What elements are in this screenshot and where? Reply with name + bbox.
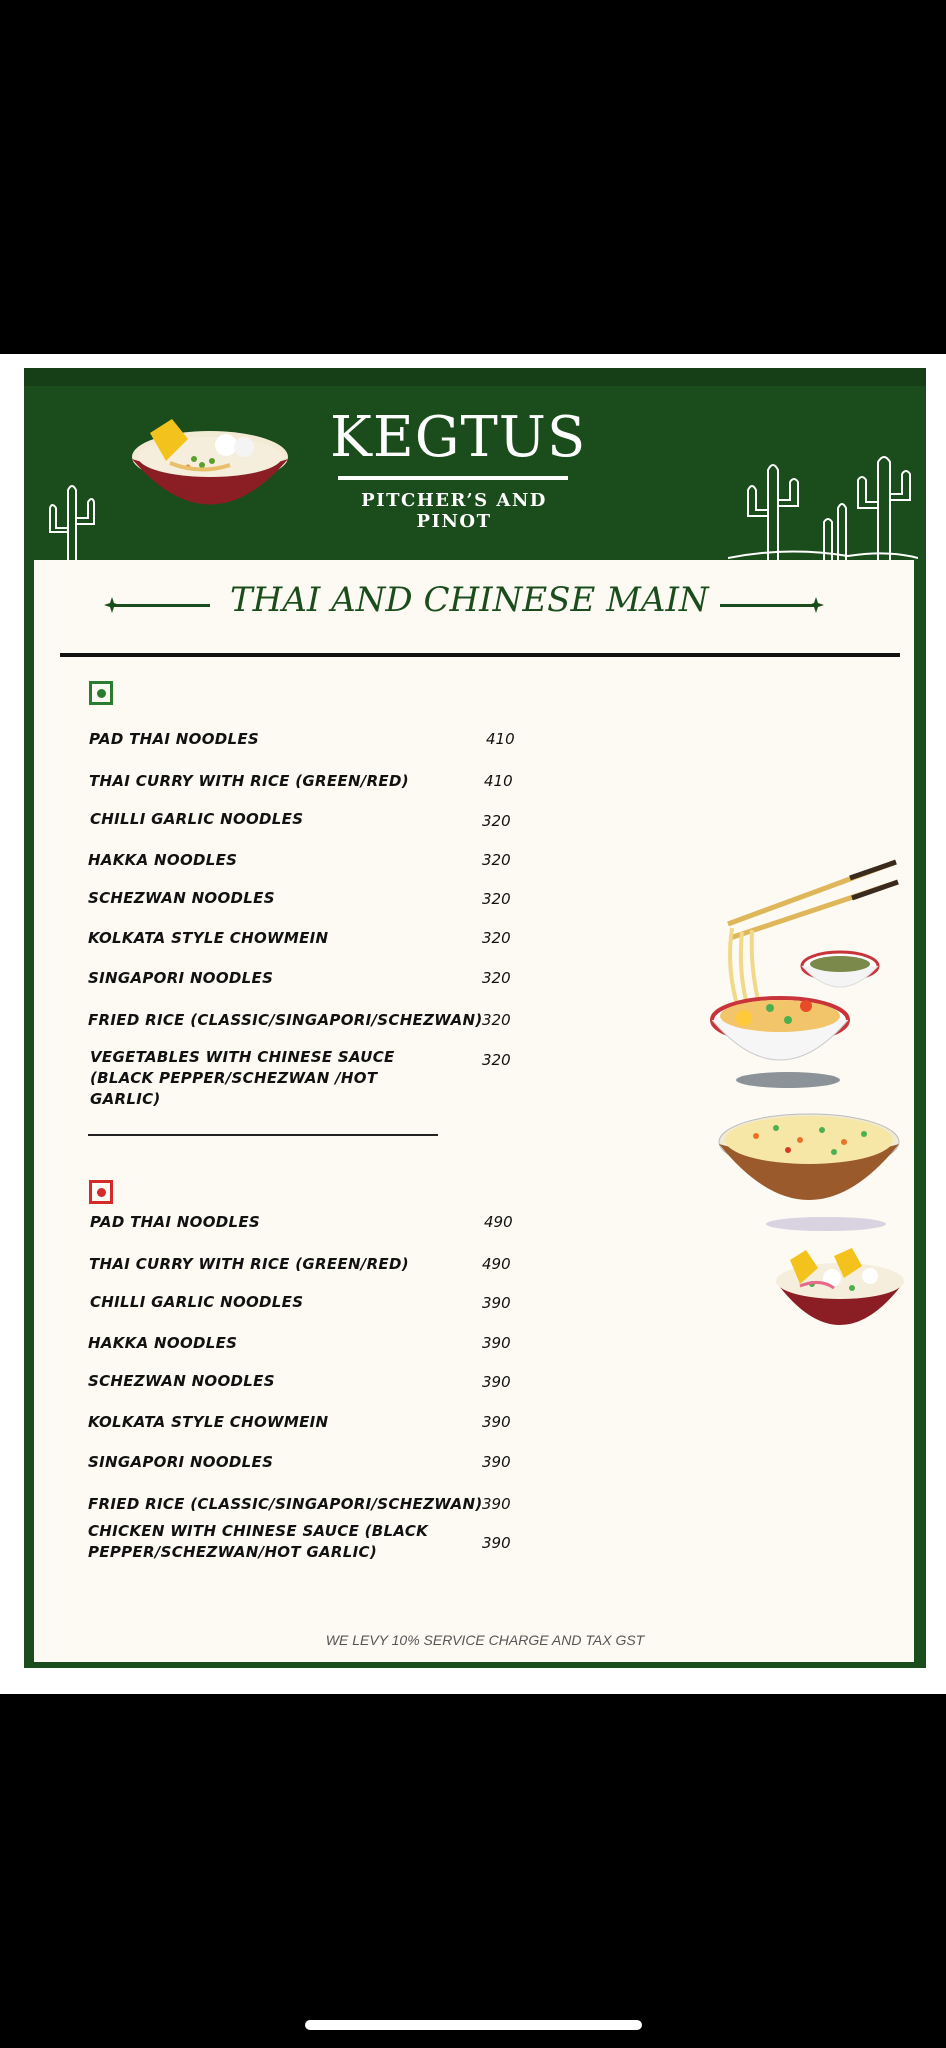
soup-bowl-icon (772, 1248, 908, 1340)
diamond-ornament-icon (808, 597, 824, 613)
menu-item-price: 410 (486, 730, 515, 748)
menu-item-price: 390 (482, 1413, 511, 1431)
cactus-icon (728, 450, 918, 560)
diamond-ornament-icon (104, 597, 120, 613)
menu-item-price: 320 (482, 851, 511, 869)
menu-item-name: FRIED RICE (CLASSIC/SINGAPORI/SCHEZWAN) (88, 1011, 483, 1029)
menu-item-name: CHILLI GARLIC NOODLES (90, 1293, 304, 1311)
menu-item-name: CHICKEN WITH CHINESE SAUCE (BLACK PEPPER/SCHEZWAN/HOT GARLIC) (88, 1522, 429, 1561)
menu-item-name: SCHEZWAN NOODLES (88, 889, 275, 907)
menu-item-price: 390 (482, 1294, 511, 1312)
menu-item-name: THAI CURRY WITH RICE (GREEN/RED) (89, 772, 409, 790)
menu-item-price: 490 (482, 1255, 511, 1273)
fried-rice-bowl-icon (716, 1106, 902, 1232)
cactus-icon (44, 478, 100, 560)
brand-underline (338, 476, 568, 480)
menu-item-name: KOLKATA STYLE CHOWMEIN (88, 1413, 329, 1431)
menu-item-price: 320 (482, 890, 511, 908)
noodle-bowl-icon (690, 858, 906, 1090)
service-charge-note: WE LEVY 10% SERVICE CHARGE AND TAX GST (325, 1632, 645, 1648)
menu-item-name: PAD THAI NOODLES (90, 1213, 261, 1231)
section-title: THAI AND CHINESE MAIN (230, 580, 709, 620)
menu-item-name: THAI CURRY WITH RICE (GREEN/RED) (89, 1255, 409, 1273)
menu-item-name: VEGETABLES WITH CHINESE SAUCE (BLACK PEPPER/SCHEZWAN /HOT GARLIC) (90, 1048, 395, 1108)
menu-item-price: 390 (482, 1334, 511, 1352)
menu-item-name: SCHEZWAN NOODLES (88, 1372, 275, 1390)
menu-item-price: 390 (482, 1534, 511, 1552)
menu-item-name: FRIED RICE (CLASSIC/SINGAPORI/SCHEZWAN) (88, 1495, 483, 1513)
menu-item-price: 490 (484, 1213, 513, 1231)
title-rule-left (112, 604, 210, 607)
title-rule-right (720, 604, 818, 607)
soup-bowl-icon (130, 415, 292, 530)
menu-item-price: 410 (484, 772, 513, 790)
menu-item-name: PAD THAI NOODLES (89, 730, 260, 748)
menu-item-name: HAKKA NOODLES (88, 1334, 238, 1352)
menu-item-name: HAKKA NOODLES (88, 851, 238, 869)
home-indicator[interactable] (305, 2020, 642, 2030)
section-divider (60, 653, 900, 657)
menu-item-name: KOLKATA STYLE CHOWMEIN (88, 929, 329, 947)
veg-nonveg-divider (88, 1134, 438, 1136)
menu-item-price: 390 (482, 1495, 511, 1513)
menu-item-name: SINGAPORI NOODLES (88, 1453, 274, 1471)
menu-item-price: 320 (482, 929, 511, 947)
brand-subtitle: PITCHER’S AND PINOT (361, 490, 547, 532)
menu-item-price: 390 (482, 1453, 511, 1471)
non-veg-indicator-icon (89, 1180, 113, 1204)
menu-item-price: 320 (482, 812, 511, 830)
brand-title: KEGTUS (330, 405, 587, 470)
menu-item-price: 390 (482, 1373, 511, 1391)
veg-indicator-icon (89, 681, 113, 705)
menu-item-price: 320 (482, 969, 511, 987)
menu-item-name: SINGAPORI NOODLES (88, 969, 274, 987)
menu-item-price: 320 (482, 1011, 511, 1029)
menu-item-name: CHILLI GARLIC NOODLES (90, 810, 304, 828)
menu-item-price: 320 (482, 1051, 511, 1069)
